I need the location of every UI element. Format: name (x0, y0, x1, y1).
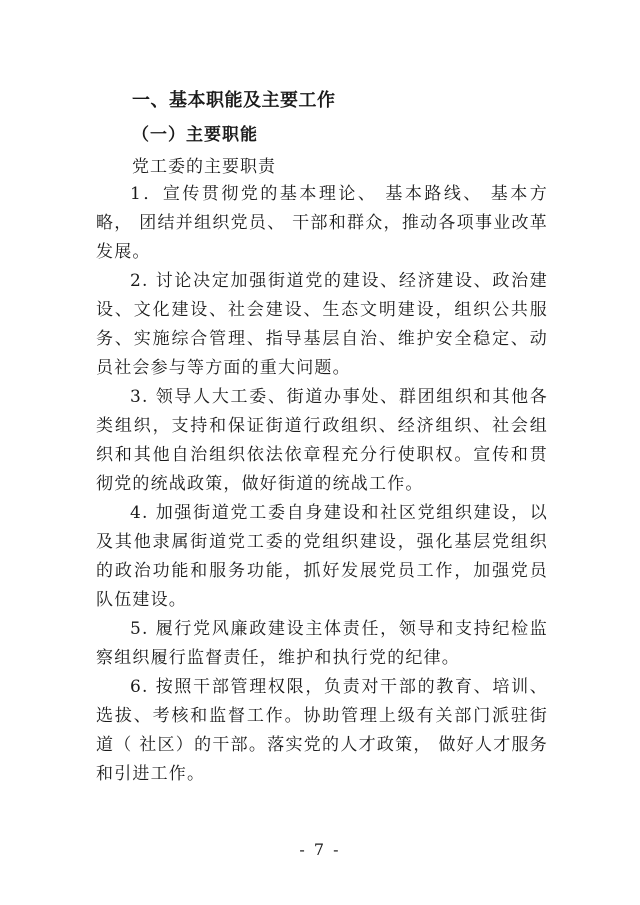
section-heading: 一、基本职能及主要工作 (132, 90, 336, 111)
duty-item-5: 5. 履行党风廉政建设主体责任，领导和支持纪检监察组织履行监督责任，维护和执行党的纪律。 (96, 619, 548, 668)
duty-item-2: 2. 讨论决定加强街道党的建设、经济建设、政治建设、文化建设、社会建设、生态文明建设，组织公共服务、实施综合管理、指导基层自治、维护安全稳定、动员社会参与等方面的重大问题。 (96, 271, 548, 378)
duty-item-6: 6. 按照干部管理权限，负责对干部的教育、培训、选拔、考核和监督工作。协助管理上级有关部门派驻街道（ 社区）的干部。落实党的人才政策， 做好人才服务和引进工作。 (96, 677, 548, 784)
subsection-heading: （一）主要职能 (132, 125, 258, 145)
duties-list (96, 180, 548, 789)
page-number: - 7 - (299, 840, 341, 859)
duty-item-3: 3. 领导人大工委、街道办事处、群团组织和其他各类组织，支持和保证街道行政组织、经济组织、社会组织和其他自治组织依法依章程充分行使职权。宣传和贯彻党的统战政策，做好街道的统战工作。 (96, 387, 548, 494)
intro-line: 党工委的主要职责 (132, 157, 276, 177)
duty-item-1: 1．宣传贯彻党的基本理论、 基本路线、 基本方略， 团结并组织党员、 干部和群众，推动各项事业改革发展。 (96, 184, 548, 262)
duty-item-4: 4. 加强街道党工委自身建设和社区党组织建设，以及其他隶属街道党工委的党组织建设，强化基层党组织的政治功能和服务功能，抓好发展党员工作，加强党员队伍建设。 (96, 503, 548, 610)
